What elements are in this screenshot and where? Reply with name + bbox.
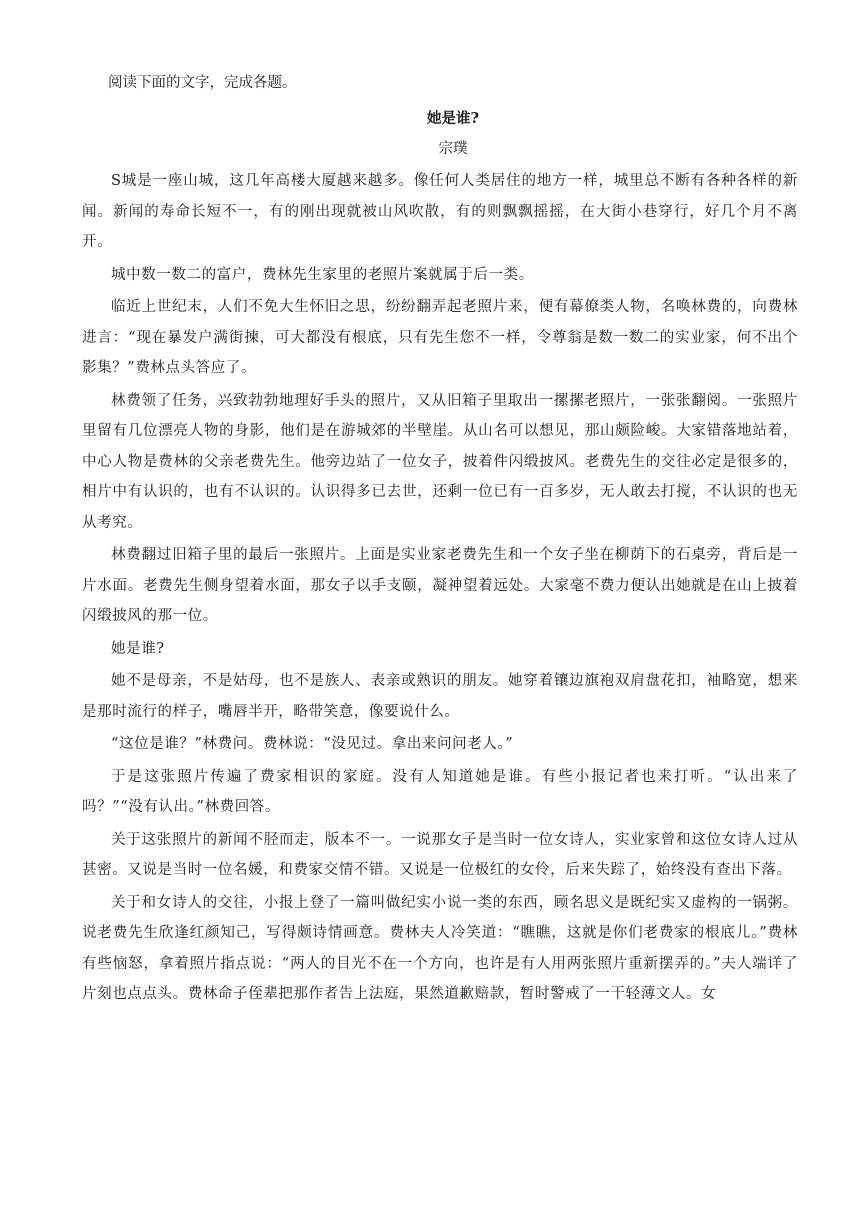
paragraph: 关于这张照片的新闻不胫而走，版本不一。一说那女子是当时一位女诗人，实业家曾和这位女诗人过从甚密。又说是当时一位名媛，和费家交情不错。又说是一位极红的女伶，后来失踪了，始终没有查出下落。 (82, 831, 798, 878)
paragraph: S城是一座山城，这几年高楼大厦越来越多。像任何人类居住的地方一样，城里总不断有各种各样的新闻。新闻的寿命长短不一，有的刚出现就被山风吹散，有的则飘飘摇摇，在大街小巷穿行，好几个月不离开。 (82, 173, 798, 250)
paragraph: 林费领了任务，兴致勃勃地理好手头的照片，又从旧箱子里取出一摞摞老照片，一张张翻阅。一张照片里留有几位漂亮人物的身影，他们是在游城郊的半壁崖。从山名可以想见，那山颇险峻。大家错落地站着，中心人物是费林的父亲老费先生。他旁边站了一位女子，披着件闪缎披风。老费先生的交往必定是很多的，相片中有认识的，也有不认识的。认识得多已去世，还剩一位已有一百多岁，无人敢去打搅，不认识的也无从考究。 (82, 392, 798, 531)
paragraph: 她不是母亲，不是姑母，也不是族人、表亲或熟识的朋友。她穿着镶边旗袍双肩盘花扣，袖略宽，想来是那时流行的样子，嘴唇半开，略带笑意，像要说什么。 (82, 673, 798, 720)
article-title: 她是谁? (427, 110, 479, 127)
paragraph: 林费翻过旧箱子里的最后一张照片。上面是实业家老费先生和一个女子坐在柳荫下的石桌旁，背后是一片水面。老费先生侧身望着水面，那女子以手支颐，凝神望着远处。大家毫不费力便认出她就是在山上披着闪缎披风的那一位。 (82, 547, 798, 624)
reading-instruction: 阅读下面的文字，完成各题。 (108, 75, 297, 91)
paragraph: 关于和女诗人的交往，小报上登了一篇叫做纪实小说一类的东西，顾名思义是既纪实又虚构的一锅粥。说老费先生欣逢红颜知己，写得颇诗情画意。费林夫人冷笑道：“瞧瞧，这就是你们老费家的根底儿。”费林有些恼怒，拿着照片指点说：“两人的目光不在一个方向，也许是有人用两张照片重新摆弄的。”夫人端详了片刻也点点头。费林命子侄辈把那作者告上法庭，果然道歉赔款，暂时警戒了一干轻薄文人。女 (82, 894, 798, 1002)
paragraph: “这位是谁？”林费问。费林说：“没见过。拿出来问问老人。” (111, 736, 514, 752)
article-author: 宗璞 (438, 141, 468, 157)
paragraph: 城中数一数二的富户，费林先生家里的老照片案就属于后一类。 (111, 266, 534, 283)
article-body (82, 166, 798, 1010)
paragraph: 于是这张照片传遍了费家相识的家庭。没有人知道她是谁。有些小报记者也来打听。“认出来了吗？”“没有认出。”林费回答。 (82, 768, 798, 815)
paragraph: 临近上世纪末，人们不免大生怀旧之思，纷纷翻弄起老照片来，便有幕僚类人物，名唤林费的，向费林进言：“现在暴发户满街揀，可大都没有根底，只有先生您不一样，令尊翁是数一数二的实业家，何不出个影集？”费林点头答应了。 (82, 299, 798, 376)
document-page (82, 68, 798, 1010)
paragraph: 她是谁? (111, 640, 165, 657)
